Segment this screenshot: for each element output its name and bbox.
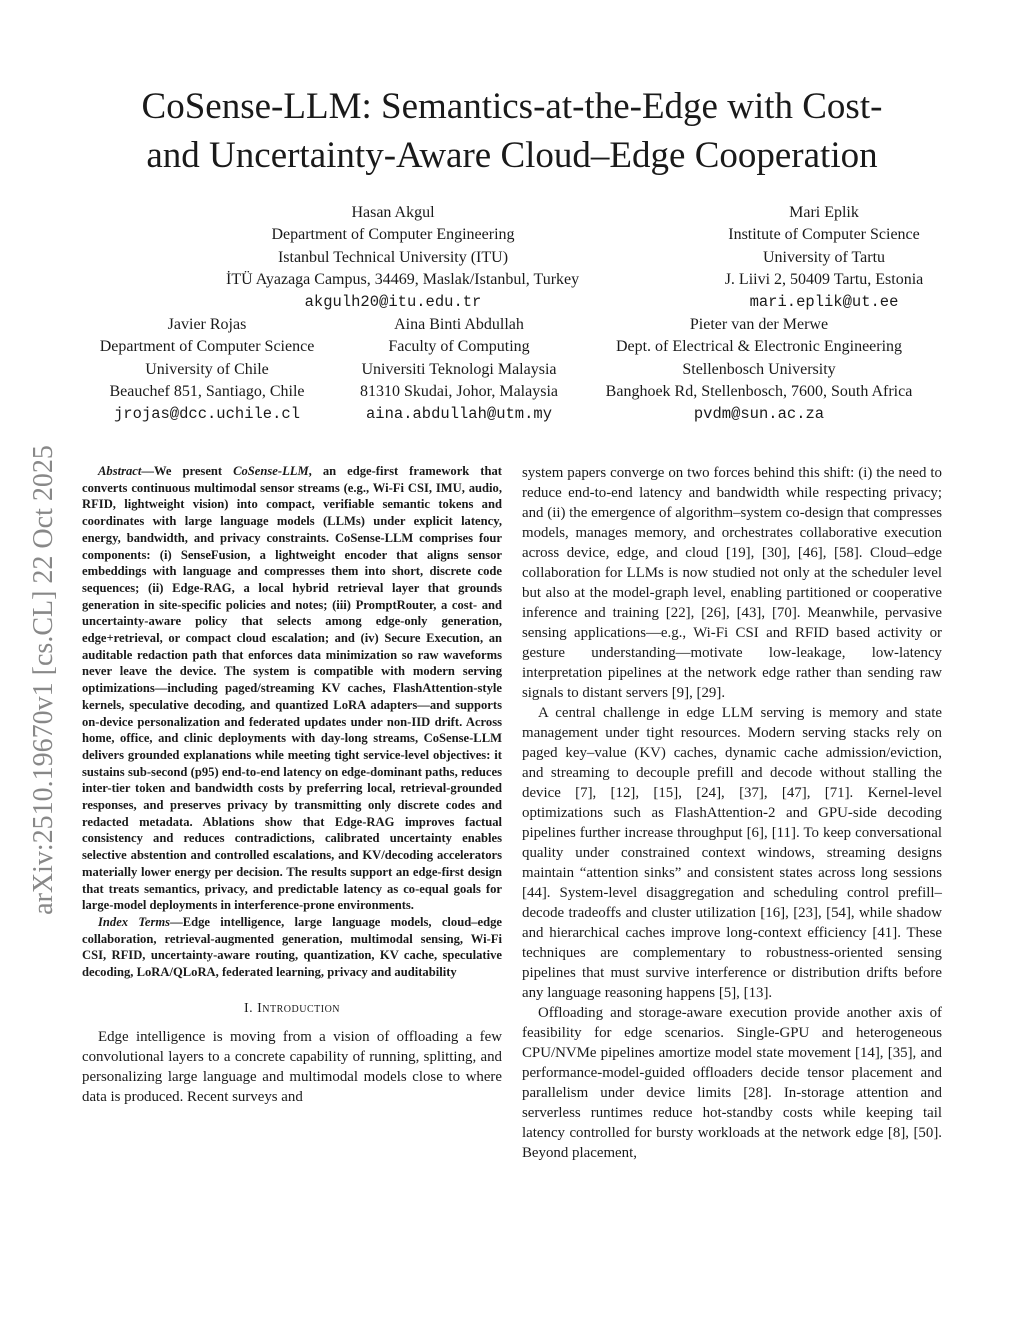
author-block-1 <box>226 202 580 313</box>
body-paragraph: A central challenge in edge LLM serving is memory and state management under tight resources. Modern serving stacks rely on paged key–value (KV) caches, dynamic cache admission/eviction, and streaming to decouple prefill and decode without stalling the device [7], [12], [15], [24], [37], [47], [71]. Kernel-level optimizations such as FlashAttention-2 and GPU-side decoding pipelines further increase throughput [6], [11]. To keep conversational quality under constrained context windows, streaming designs maintain “attention sinks” and consistent states across long sessions [44]. System-level disaggregation and scheduling control prefill–decode tradeoffs and cluster utilization [16], [23], [54], while shadow and hierarchical caches improve long-context efficiency [41]. These techniques are complementary to robustness-oriented sensing pipelines that must survive interference or distribution drifts before any language reasoning happens [5], [13]. <box>522 705 942 1001</box>
author-dept: Department of Computer Engineering <box>271 226 515 244</box>
author-dept: Institute of Computer Science <box>728 226 920 244</box>
body-paragraph: system papers converge on two forces behind this shift: (i) the need to reduce end-to-end latency and bandwidth while respecting privacy; and (ii) the emergence of algorithm–system co-design that compresses models, manages memory, and orchestrates collaborative execution across device, edge, and cloud [19], [30], [46], [58]. Cloud–edge collaboration for LLMs is now studied not only at the scheduler level but also at the model-graph level, enabling partitioned or cooperative inference and training [22], [26], [43], [70]. Meanwhile, pervasive sensing applications—e.g., Wi-Fi CSI and RFID based activity or gesture understanding—motivate low-leakage, low-latency interpretation pipelines at the network edge rather than sending raw signals to distant servers [9], [29]. <box>522 465 942 701</box>
body-paragraph: Edge intelligence is moving from a vision of offloading a few convolutional layers to a concrete capability of running, splitting, and personalizing large language and multimodal models close to where data is produced. Recent surveys and <box>82 1028 502 1105</box>
author-email[interactable]: pvdm@sun.ac.za <box>693 405 825 424</box>
section-heading <box>82 999 502 1019</box>
author-name: Pieter van der Merwe <box>689 316 829 333</box>
author-dept: Faculty of Computing <box>388 338 530 356</box>
author-institution: Universiti Teknologi Malaysia <box>361 360 557 378</box>
author-institution: University of Chile <box>145 360 269 378</box>
author-dept: Dept. of Electrical & Electronic Engineering <box>615 338 903 356</box>
author-dept: Department of Computer Science <box>99 338 315 356</box>
title-line-2: and Uncertainty-Aware Cloud–Edge Cooperation <box>146 135 878 176</box>
right-column <box>522 463 942 1163</box>
author-email[interactable]: aina.abdullah@utm.my <box>365 405 553 424</box>
abstract-lead: We present <box>153 464 234 478</box>
system-name: CoSense-LLM <box>233 464 309 478</box>
author-address: Banghoek Rd, Stellenbosch, 7600, South Africa <box>605 382 913 400</box>
author-name: Javier Rojas <box>167 316 247 333</box>
index-terms-dash: — <box>170 914 183 929</box>
author-address: 81310 Skudai, Johor, Malaysia <box>359 382 558 400</box>
title-line-1: CoSense-LLM: Semantics-at-the-Edge with Cost- <box>141 86 883 127</box>
index-terms-label: Index Terms <box>98 914 171 929</box>
author-address: İTÜ Ayazaga Campus, 34469, Maslak/Istanbul, Turkey <box>226 270 580 288</box>
abstract-label: Abstract <box>98 464 142 478</box>
author-name: Aina Binti Abdullah <box>394 316 524 333</box>
arxiv-stamp-text: arXiv:2510.19670v1 [cs.CL] 22 Oct 2025 <box>28 445 59 915</box>
paper-title <box>60 82 964 180</box>
author-block-5 <box>578 314 940 425</box>
author-email[interactable]: jrojas@dcc.uchile.cl <box>113 405 301 424</box>
author-block-3 <box>72 314 342 425</box>
abstract-dash: — <box>141 464 154 478</box>
author-address: Beauchef 851, Santiago, Chile <box>109 382 305 400</box>
author-institution: Stellenbosch University <box>682 360 836 378</box>
author-institution: University of Tartu <box>762 248 886 266</box>
abstract-text: , an edge-first framework that converts continuous multimodal sensor streams (e.g., Wi-Fi CSI, IMU, audio, RFID, lightweight vision) into compact, verifiable semantic tokens and coordinates with large language models (LLMs) under explicit latency, energy, bandwidth, and privacy constraints. CoSense-LLM comprises four components: (i) SenseFusion, a lightweight encoder that aligns sensor embeddings with language and compresses them into short, discrete code sequences; (ii) Edge-RAG, a local hybrid retrieval layer that grounds generation in site-specific policies and notes; (iii) PromptRouter, a cost- and uncertainty-aware policy that selects among edge-only generation, edge+retrieval, or compact cloud escalation; and (iv) Secure Execution, an auditable redaction path that enforces data minimization so raw waveforms never leave the device. The system is compatible with modern serving optimizations—including paged/streaming KV caches, FlashAttention-style kernels, speculative decoding, and quantized LoRA adapters—and supports on-device personalization and federated updates under non-IID drift. Across home, office, and clinic deployments with day-long streams, CoSense-LLM delivers grounded explanations while meeting tight service-level objectives: it sustains sub-second (p95) end-to-end latency on edge-dominant paths, reduces inter-tier token and bandwidth costs by preferring local, retrieval-grounded responses, and preserves privacy by transmitting only discrete codes and redacted metadata. Ablations show that Edge-RAG improves factual consistency and reduces contradictions, calibrated uncertainty enables selective abstention and controlled escalations, and KV/decoding accelerators materially lower energy per decision. The results support an edge-first design that treats semantics, privacy, and predictable latency as co-equal goals for large-model deployments in interference-prone environments. <box>82 464 502 913</box>
author-name: Mari Eplik <box>789 204 859 221</box>
index-terms-text: Edge intelligence, large language models, cloud–edge collaboration, retrieval-augmented generation, multimodal sensing, Wi-Fi CSI, RFID, uncertainty-aware routing, quantization, KV cache, speculative decoding, LoRA/QLoRA, federated learning, privacy and auditability <box>82 914 502 980</box>
author-block-2 <box>684 202 964 313</box>
author-name: Hasan Akgul <box>351 204 435 221</box>
body-paragraph: Offloading and storage-aware execution provide another axis of feasibility for edge scenarios. Single-GPU and heterogeneous CPU/NVMe pipelines amortize model state movement [14], [35], and performance-model-guided offloaders decide tensor placement and parallelism under device limits [28]. In-storage attention and serverless runtimes reduce hot-standby costs while keeping tail latency controlled for bursty workloads at the network edge [8], [50]. Beyond placement, <box>522 1005 942 1161</box>
abstract <box>82 463 502 914</box>
author-email[interactable]: mari.eplik@ut.ee <box>749 293 899 312</box>
author-address: J. Liivi 2, 50409 Tartu, Estonia <box>724 270 924 288</box>
section-number: I. <box>243 1000 258 1016</box>
author-email[interactable]: akgulh20@itu.edu.tr <box>304 293 482 312</box>
index-terms <box>82 914 502 981</box>
author-institution: Istanbul Technical University (ITU) <box>277 248 509 266</box>
author-block-4 <box>340 314 578 425</box>
section-title: Introduction <box>257 1000 341 1016</box>
left-column <box>82 463 502 1107</box>
